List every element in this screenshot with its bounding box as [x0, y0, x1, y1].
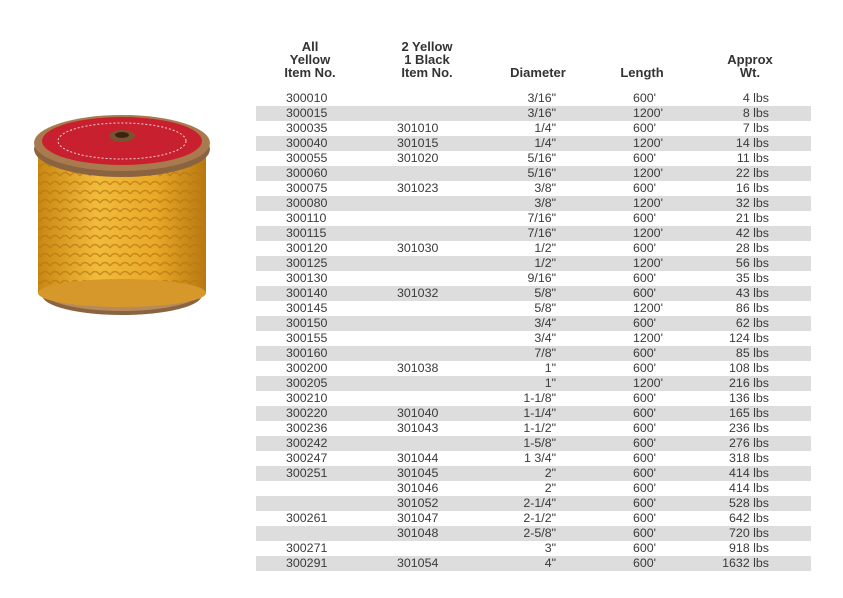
item-no-all-yellow: 300115 [286, 226, 327, 240]
weight-cell: 165 lbs [729, 406, 769, 420]
table-header [256, 38, 811, 91]
item-no-two-yellow-one-black: 301046 [397, 481, 439, 495]
table-row [256, 166, 811, 181]
weight-cell: 21 lbs [735, 211, 769, 225]
item-no-all-yellow: 300010 [286, 91, 328, 105]
weight-cell: 4 lbs [742, 91, 769, 105]
header-line: 1 Black [404, 52, 450, 67]
length-cell: 600' [633, 271, 657, 285]
length-cell: 1200' [633, 136, 663, 150]
item-no-two-yellow-one-black: 301047 [397, 511, 439, 525]
length-cell: 600' [633, 121, 657, 135]
item-no-two-yellow-one-black: 301045 [397, 466, 439, 480]
item-no-all-yellow: 300236 [286, 421, 328, 435]
diameter-cell: 5/8" [534, 301, 556, 315]
diameter-cell: 5/8" [534, 286, 556, 300]
table-row [256, 511, 811, 526]
diameter-cell: 3/8" [534, 181, 556, 195]
weight-cell: 528 lbs [729, 496, 769, 510]
item-no-all-yellow: 300145 [286, 301, 328, 315]
length-cell: 600' [633, 316, 657, 330]
item-no-all-yellow: 300155 [286, 331, 328, 345]
header-approx-weight [714, 53, 786, 79]
diameter-cell: 2-1/4" [523, 496, 556, 510]
diameter-cell: 2-5/8" [523, 526, 556, 540]
table-body [256, 91, 811, 571]
header-line: Diameter [510, 65, 566, 80]
diameter-cell: 3" [544, 541, 556, 555]
header-all-yellow-item-no [278, 40, 342, 79]
table-row [256, 286, 811, 301]
header-line: Wt. [739, 65, 761, 80]
table-row [256, 256, 811, 271]
weight-cell: 720 lbs [729, 526, 769, 540]
length-cell: 600' [633, 436, 657, 450]
table-row [256, 376, 811, 391]
length-cell: 600' [633, 91, 657, 105]
diameter-cell: 3/16" [527, 106, 556, 120]
weight-cell: 136 lbs [729, 391, 769, 405]
diameter-cell: 1-1/4" [523, 406, 556, 420]
item-no-all-yellow: 300055 [286, 151, 328, 165]
item-no-all-yellow: 300015 [286, 106, 328, 120]
header-diameter [503, 66, 573, 79]
weight-cell: 216 lbs [729, 376, 769, 390]
header-line: Length [620, 65, 664, 80]
table-row [256, 91, 811, 106]
table-row [256, 301, 811, 316]
weight-cell: 62 lbs [735, 316, 769, 330]
weight-cell: 43 lbs [735, 286, 769, 300]
weight-cell: 318 lbs [729, 451, 769, 465]
item-no-two-yellow-one-black: 301020 [397, 151, 439, 165]
weight-cell: 28 lbs [735, 241, 769, 255]
item-no-all-yellow: 300242 [286, 436, 328, 450]
item-no-all-yellow: 300110 [286, 211, 327, 225]
weight-cell: 8 lbs [742, 106, 769, 120]
length-cell: 600' [633, 286, 657, 300]
item-no-all-yellow: 300125 [286, 256, 328, 270]
table-row [256, 211, 811, 226]
table-row [256, 526, 811, 541]
weight-cell: 14 lbs [735, 136, 769, 150]
header-line: All [301, 39, 319, 54]
length-cell: 600' [633, 481, 657, 495]
item-no-all-yellow: 300205 [286, 376, 328, 390]
rope-product-table [256, 38, 811, 571]
item-no-two-yellow-one-black: 301015 [397, 136, 439, 150]
item-no-all-yellow: 300130 [286, 271, 328, 285]
length-cell: 600' [633, 526, 657, 540]
weight-cell: 124 lbs [729, 331, 769, 345]
length-cell: 1200' [633, 331, 663, 345]
item-no-all-yellow: 300210 [286, 391, 328, 405]
table-row [256, 391, 811, 406]
length-cell: 1200' [633, 166, 663, 180]
weight-cell: 276 lbs [729, 436, 769, 450]
item-no-two-yellow-one-black: 301048 [397, 526, 439, 540]
item-no-all-yellow: 300040 [286, 136, 328, 150]
item-no-all-yellow: 300220 [286, 406, 328, 420]
table-row [256, 496, 811, 511]
item-no-all-yellow: 300160 [286, 346, 328, 360]
diameter-cell: 1/2" [534, 256, 556, 270]
item-no-two-yellow-one-black: 301054 [397, 556, 439, 570]
weight-cell: 236 lbs [729, 421, 769, 435]
length-cell: 600' [633, 556, 657, 570]
diameter-cell: 1" [544, 361, 556, 375]
item-no-two-yellow-one-black: 301030 [397, 241, 439, 255]
diameter-cell: 3/4" [534, 316, 556, 330]
table-row [256, 271, 811, 286]
length-cell: 600' [633, 421, 657, 435]
length-cell: 600' [633, 466, 657, 480]
item-no-all-yellow: 300150 [286, 316, 328, 330]
length-cell: 600' [633, 181, 657, 195]
length-cell: 600' [633, 541, 657, 555]
header-line: Approx [727, 52, 773, 67]
diameter-cell: 2" [544, 466, 556, 480]
diameter-cell: 1-1/8" [523, 391, 556, 405]
diameter-cell: 1-5/8" [523, 436, 556, 450]
length-cell: 600' [633, 241, 657, 255]
weight-cell: 56 lbs [735, 256, 769, 270]
diameter-cell: 1/4" [534, 121, 556, 135]
length-cell: 600' [633, 496, 657, 510]
diameter-cell: 7/16" [527, 211, 556, 225]
table-row [256, 316, 811, 331]
table-row [256, 121, 811, 136]
length-cell: 1200' [633, 301, 663, 315]
diameter-cell: 3/4" [534, 331, 556, 345]
diameter-cell: 5/16" [527, 151, 556, 165]
table-row [256, 106, 811, 121]
item-no-all-yellow: 300271 [286, 541, 328, 555]
weight-cell: 642 lbs [729, 511, 769, 525]
diameter-cell: 1" [544, 376, 556, 390]
table-row [256, 436, 811, 451]
diameter-cell: 1 3/4" [524, 451, 556, 465]
item-no-two-yellow-one-black: 301052 [397, 496, 439, 510]
weight-cell: 11 lbs [736, 151, 769, 165]
header-line: Item No. [401, 65, 453, 80]
table-row [256, 451, 811, 466]
weight-cell: 1632 lbs [722, 556, 769, 570]
item-no-two-yellow-one-black: 301040 [397, 406, 439, 420]
table-row [256, 331, 811, 346]
item-no-two-yellow-one-black: 301044 [397, 451, 439, 465]
table-row [256, 466, 811, 481]
table-row [256, 136, 811, 151]
weight-cell: 22 lbs [735, 166, 769, 180]
length-cell: 600' [633, 451, 657, 465]
header-length [614, 66, 670, 79]
length-cell: 1200' [633, 196, 663, 210]
diameter-cell: 1/4" [534, 136, 556, 150]
table-row [256, 196, 811, 211]
table-row [256, 421, 811, 436]
item-no-two-yellow-one-black: 301043 [397, 421, 439, 435]
length-cell: 600' [633, 391, 657, 405]
item-no-all-yellow: 300291 [286, 556, 328, 570]
item-no-all-yellow: 300140 [286, 286, 328, 300]
item-no-all-yellow: 300247 [286, 451, 328, 465]
item-no-two-yellow-one-black: 301032 [397, 286, 439, 300]
table-row [256, 541, 811, 556]
diameter-cell: 7/16" [527, 226, 556, 240]
table-row [256, 406, 811, 421]
table-row [256, 346, 811, 361]
length-cell: 600' [633, 511, 657, 525]
weight-cell: 32 lbs [735, 196, 769, 210]
rope-spool-image [30, 115, 215, 320]
diameter-cell: 3/8" [534, 196, 556, 210]
item-no-two-yellow-one-black: 301023 [397, 181, 439, 195]
table-row [256, 241, 811, 256]
item-no-all-yellow: 300080 [286, 196, 328, 210]
header-line: Yellow [289, 52, 331, 67]
length-cell: 600' [633, 361, 657, 375]
length-cell: 600' [633, 151, 657, 165]
weight-cell: 414 lbs [729, 481, 769, 495]
length-cell: 600' [633, 406, 657, 420]
table-row [256, 481, 811, 496]
diameter-cell: 5/16" [527, 166, 556, 180]
weight-cell: 85 lbs [735, 346, 769, 360]
header-line: Item No. [284, 65, 336, 80]
weight-cell: 918 lbs [729, 541, 769, 555]
item-no-all-yellow: 300261 [286, 511, 328, 525]
length-cell: 600' [633, 211, 657, 225]
item-no-two-yellow-one-black: 301038 [397, 361, 439, 375]
table-row [256, 556, 811, 571]
table-row [256, 181, 811, 196]
item-no-all-yellow: 300120 [286, 241, 328, 255]
diameter-cell: 2-1/2" [523, 511, 556, 525]
item-no-all-yellow: 300035 [286, 121, 328, 135]
item-no-two-yellow-one-black: 301010 [397, 121, 439, 135]
diameter-cell: 4" [544, 556, 556, 570]
length-cell: 1200' [633, 106, 663, 120]
weight-cell: 16 lbs [735, 181, 769, 195]
item-no-all-yellow: 300060 [286, 166, 328, 180]
length-cell: 1200' [633, 256, 663, 270]
item-no-all-yellow: 300200 [286, 361, 328, 375]
length-cell: 1200' [633, 226, 663, 240]
table-row [256, 151, 811, 166]
item-no-all-yellow: 300251 [286, 466, 328, 480]
weight-cell: 35 lbs [735, 271, 769, 285]
length-cell: 600' [633, 346, 657, 360]
table-row [256, 226, 811, 241]
header-two-yellow-one-black-item-no [394, 40, 460, 79]
item-no-all-yellow: 300075 [286, 181, 328, 195]
diameter-cell: 9/16" [527, 271, 556, 285]
diameter-cell: 1-1/2" [523, 421, 556, 435]
weight-cell: 42 lbs [735, 226, 769, 240]
diameter-cell: 2" [544, 481, 556, 495]
diameter-cell: 7/8" [534, 346, 556, 360]
weight-cell: 86 lbs [735, 301, 769, 315]
weight-cell: 108 lbs [729, 361, 769, 375]
weight-cell: 414 lbs [729, 466, 769, 480]
length-cell: 1200' [633, 376, 663, 390]
diameter-cell: 3/16" [527, 91, 556, 105]
diameter-cell: 1/2" [534, 241, 556, 255]
table-row [256, 361, 811, 376]
weight-cell: 7 lbs [742, 121, 769, 135]
header-line: 2 Yellow [401, 39, 453, 54]
